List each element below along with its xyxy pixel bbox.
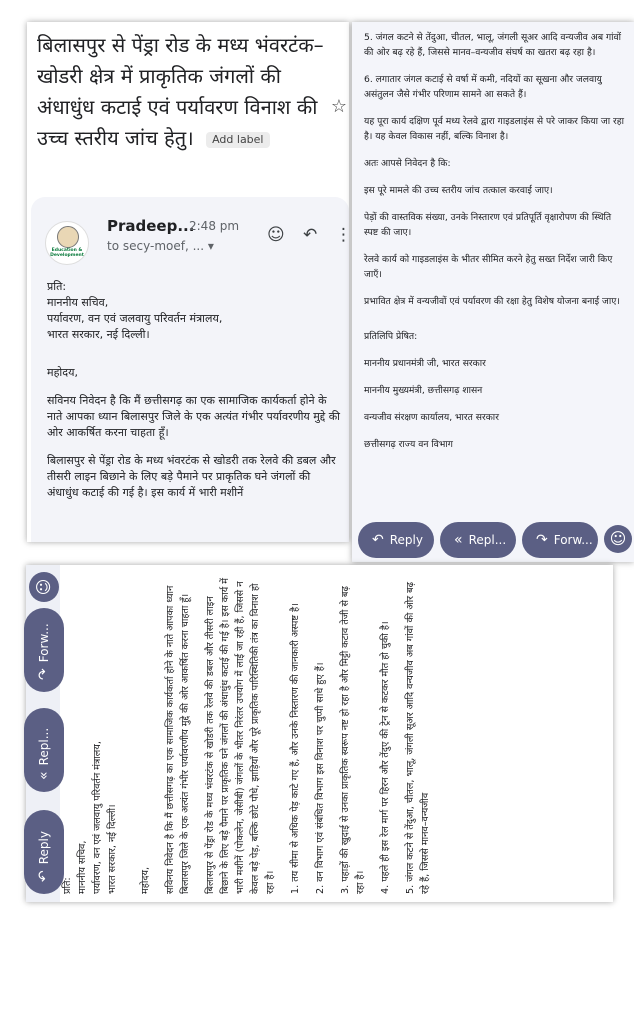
reply-button[interactable] <box>358 522 434 558</box>
salutation: महोदय, <box>47 366 78 379</box>
forward-label: Forw... <box>37 623 51 663</box>
address-line: माननीय सचिव, <box>77 840 88 894</box>
recipients-dropdown[interactable] <box>107 239 214 253</box>
smiley-icon[interactable]: ☺ <box>267 225 285 245</box>
action-bar <box>26 565 60 902</box>
avatar-logo-text: Education & Development <box>50 248 84 258</box>
point-item: 4. पहले ही इस रेल मार्ग पर हिरन और तेंदुए की ट्रेन से कटकर मौत हो चुकी है। <box>380 621 391 894</box>
address-line: पर्यावरण, वन एवं जलवायु परिवर्तन मंत्रालय, <box>92 741 103 894</box>
avatar[interactable] <box>45 221 89 265</box>
point-item: 3. पहाड़ों की खुदाई से उनका प्राकृतिक स्वरूप नष्ट हो रहा है और मिट्टी कटाव तेजी से बढ़ रहा है। <box>340 586 366 894</box>
address-line: भारत सरकार, नई दिल्ली। <box>47 328 150 341</box>
reply-all-icon: « <box>454 532 463 548</box>
emoji-react-button[interactable] <box>29 572 59 602</box>
sender-name[interactable]: Pradeep... <box>107 217 195 235</box>
reply-label: Reply <box>389 533 423 547</box>
body-paragraph: सविनय निवेदन है कि मैं छत्तीसगढ़ का एक सामाजिक कार्यकर्ता होने के नाते आपका ध्यान बिलासपुर जिले के एक अत्यंत गंभीर पर्यावरणीय मुद्दे की ओर आकर्षित करना चाहता हूँ। <box>165 585 191 894</box>
recipients-text: to secy-moef, ... <box>107 239 205 253</box>
rotated-email-panel <box>26 565 613 902</box>
cc-item: वन्यजीव संरक्षण कार्यालय, भारत सरकार <box>364 412 499 423</box>
request-item: प्रभावित क्षेत्र में वन्यजीवों एवं पर्यावरण की रक्षा हेतु विशेष योजना बनाई जाए। <box>364 296 620 307</box>
reply-all-button[interactable] <box>24 708 64 792</box>
reply-all-label: Repl... <box>468 533 507 547</box>
address-block <box>47 279 345 343</box>
point-item: 1. तय सीमा से अधिक पेड़ काटे गए हैं, और उनके निस्तारण की जानकारी अस्पष्ट है। <box>290 603 301 894</box>
point-item: 5. जंगल कटने से तेंदुआ, चीतल, भालू, जंगली सूअर आदि वन्यजीव अब गांवों की ओर बढ़ रहे हैं, जिससे मानव–वन्यजीव <box>405 581 431 894</box>
emoji-react-button[interactable] <box>604 525 632 553</box>
body-paragraph: सविनय निवेदन है कि मैं छत्तीसगढ़ का एक सामाजिक कार्यकर्ता होने के नाते आपका ध्यान बिलासपुर जिले के एक अत्यंत गंभीर पर्यावरणीय मुद्दे की ओर आकर्षित करना चाहता हूँ। <box>47 394 341 439</box>
email-header-panel <box>27 22 352 542</box>
message-card <box>31 197 352 542</box>
action-bar <box>352 520 634 562</box>
salutation: महोदय, <box>140 866 151 894</box>
address-line: माननीय सचिव, <box>47 296 109 309</box>
address-line: भारत सरकार, नई दिल्ली। <box>107 804 118 894</box>
avatar-face-icon <box>57 226 79 248</box>
forward-label: Forw... <box>553 533 593 547</box>
point-item: 2. वन विभाग एवं संबंधित विभाग इस विनाश पर चुप्पी साधे हुए हैं। <box>315 662 326 894</box>
cc-heading: प्रतिलिपि प्रेषित: <box>364 331 418 342</box>
body-paragraph: यह पूरा कार्य दक्षिण पूर्व मध्य रेलवे द्वारा गाइडलाइंस से परे जाकर किया जा रहा है। यह केवल विकास नहीं, बल्कि विनाश है। <box>364 116 625 142</box>
message-body <box>60 572 443 894</box>
cc-item: माननीय मुख्यमंत्री, छत्तीसगढ़ शासन <box>364 385 483 396</box>
reply-button[interactable] <box>24 810 64 894</box>
address-block <box>60 572 120 894</box>
smiley-icon: ☺ <box>34 578 53 596</box>
star-icon[interactable]: ☆ <box>330 96 347 117</box>
reply-label: Reply <box>37 831 51 865</box>
request-item: इस पूरे मामले की उच्च स्तरीय जांच तत्काल करवाई जाए। <box>364 185 553 196</box>
cc-item: छत्तीसगढ़ राज्य वन विभाग <box>364 439 453 450</box>
subject-text: बिलासपुर से पेंड्रा रोड के मध्य भंवरटंक–खोडरी क्षेत्र में प्राकृतिक जंगलों की अंधाधुंध कटाई एवं पर्यावरण विनाश की उच्च स्तरीय जांच हेतु। <box>37 33 324 150</box>
email-subject <box>37 30 335 154</box>
body-paragraph: बिलासपुर से पेंड्रा रोड के मध्य भंवरटंक से खोडरी तक रेलवे की डबल और तीसरी लाइन बिछाने के लिए बड़े पैमाने पर प्राकृतिक घने जंगलों की अंधाधुंध कटाई की गई है। इस कार्य में भारी मशीनें <box>47 454 336 499</box>
address-line: प्रति: <box>47 280 67 293</box>
request-heading: अतः आपसे निवेदन है कि: <box>364 158 451 169</box>
add-label-chip[interactable]: Add label <box>206 132 269 148</box>
forward-button[interactable] <box>522 522 598 558</box>
point-item: 5. जंगल कटने से तेंदुआ, चीतल, भालू, जंगली सूअर आदि वन्यजीव अब गांवों की ओर बढ़ रहे हैं, जिससे मानव–वन्यजीव संघर्ष का खतरा बढ़ रहा है। <box>364 32 622 58</box>
message-body <box>47 279 345 513</box>
address-line: प्रति: <box>62 877 73 894</box>
forward-icon: ↷ <box>36 668 52 680</box>
address-line: पर्यावरण, वन एवं जलवायु परिवर्तन मंत्रालय, <box>47 312 223 325</box>
point-item: 6. लगातार जंगल कटाई से वर्षा में कमी, नदियों का सूखना और जलवायु असंतुलन जैसे गंभीर परिणाम सामने आ सकते हैं। <box>364 74 602 100</box>
reply-icon[interactable]: ↶ <box>303 225 318 245</box>
reply-all-button[interactable] <box>440 522 516 558</box>
reply-all-label: Repl... <box>37 727 51 766</box>
smiley-icon: ☺ <box>609 529 627 548</box>
forward-icon: ↷ <box>536 532 548 548</box>
email-continuation-panel <box>352 22 634 562</box>
forward-button[interactable] <box>24 608 64 692</box>
message-time: 2:48 pm <box>189 219 240 233</box>
more-vert-icon[interactable]: ⋮ <box>335 225 352 245</box>
message-body <box>364 30 626 464</box>
cc-item: माननीय प्रधानमंत्री जी, भारत सरकार <box>364 358 486 369</box>
rotated-content <box>26 565 613 902</box>
request-item: पेड़ों की वास्तविक संख्या, उनके निस्तारण एवं प्रतिपूर्ति वृक्षारोपण की स्थिति स्पष्ट की जाए। <box>364 212 612 238</box>
reply-icon: ↶ <box>36 870 52 882</box>
body-paragraph: बिलासपुर से पेंड्रा रोड के मध्य भंवरटंक से खोडरी तक रेलवे की डबल और तीसरी लाइन बिछाने के लिए बड़े पैमाने पर प्राकृतिक घने जंगलों की अंधाधुंध कटाई की गई है। इस कार्य में भारी मशीनें (पोकलेन, जेसीबी) जंगलों के भीतर निरंतर उपयोग में लाई जा रही हैं, जिससे न केवल बड़े पेड़, बल्कि छोटे पौधे, झाड़ियाँ और पूरे प्राकृतिक पारिस्थितिकी तंत्र का विनाश हो रहा है। <box>205 578 276 894</box>
reply-icon: ↶ <box>372 532 384 548</box>
chevron-down-icon: ▾ <box>207 239 214 253</box>
reply-all-icon: « <box>36 771 52 780</box>
request-item: रेलवे कार्य को गाइडलाइंस के भीतर सीमित करने हेतु सख्त निर्देश जारी किए जाएँ। <box>364 254 613 280</box>
